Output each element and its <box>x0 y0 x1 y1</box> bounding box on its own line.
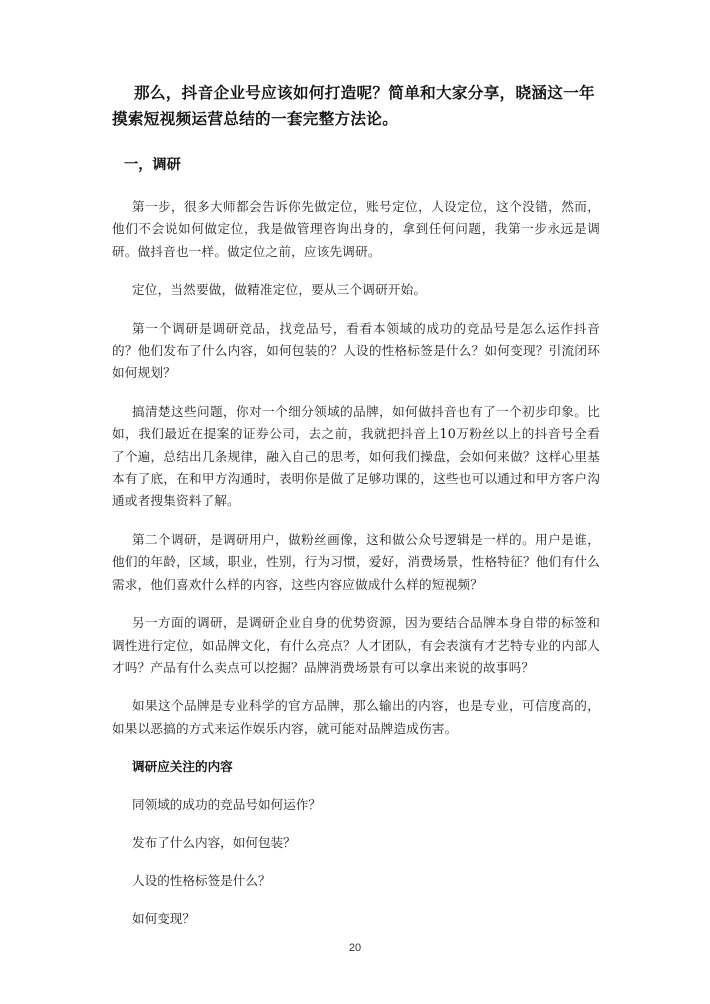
research-focus-heading: 调研应关注的内容 <box>132 759 233 775</box>
paragraph-company-research: 另一方面的调研，是调研企业自身的优势资源，因为要结合品牌本身自带的标签和调性进行定位，如品牌文化，有什么亮点？人才团队，有会表演有才艺特专业的内部人才吗？产品有什么卖点可以挖掘？品牌消费场景有可以拿出来说的故事吗？ <box>112 615 600 675</box>
list-item: 同领域的成功的竞品号如何运作？ <box>132 797 321 813</box>
list-item: 人设的性格标签是什么？ <box>132 873 271 889</box>
list-item: 如何变现？ <box>132 911 195 927</box>
list-item: 发布了什么内容，如何包装？ <box>132 835 296 851</box>
paragraph-user-research: 第二个调研，是调研用户，做粉丝画像，这和做公众号逻辑是一样的。用户是谁，他们的年龄，区域，职业，性别，行为习惯，爱好，消费场景，性格特征？他们有什么需求，他们喜欢什么样的内容，这些内容应做成什么样的短视频？ <box>112 531 600 592</box>
paragraph-step-one: 第一步，很多大师都会告诉你先做定位，账号定位，人设定位，这个没错，然而，他们不会说如何做定位，我是做管理咨询出身的，拿到任何问题，我第一步永远是调研。做抖音也一样。做定位之前，应该先调研。 <box>112 199 600 259</box>
paragraph-positioning: 定位，当然要做，做精准定位，要从三个调研开始。 <box>132 282 427 298</box>
page-content <box>112 80 600 946</box>
paragraph-competitor-research: 第一个调研是调研竞品，找竞品号，看看本领域的成功的竞品号是怎么运作抖音的？他们发布了什么内容，如何包装的？人设的性格标签是什么？如何变现？引流闭环如何规划？ <box>112 320 600 381</box>
paragraph-brand-caution: 如果这个品牌是专业科学的官方品牌，那么输出的内容，也是专业，可信度高的，如果以恶搞的方式来运作娱乐内容，就可能对品牌造成伤害。 <box>112 698 600 736</box>
lead-paragraph: 那么，抖音企业号应该如何打造呢？简单和大家分享，晓涵这一年摸索短视频运营总结的一套完整方法论。 <box>112 83 595 128</box>
paragraph-example: 搞清楚这些问题，你对一个细分领域的品牌，如何做抖音也有了一个初步印象。比如，我们最近在提案的证券公司，去之前，我就把抖音上10万粉丝以上的抖音号全看了个遍，总结出几条规律，融入自己的思考，如何我们操盘，会如何来做？这样心里基本有了底，在和甲方沟通时，表明你是做了足够功课的，这些也可以通过和甲方客户沟通或者搜集资料了解。 <box>112 403 600 509</box>
page-number: 20 <box>348 942 362 954</box>
section-heading: 一，调研 <box>124 157 181 173</box>
